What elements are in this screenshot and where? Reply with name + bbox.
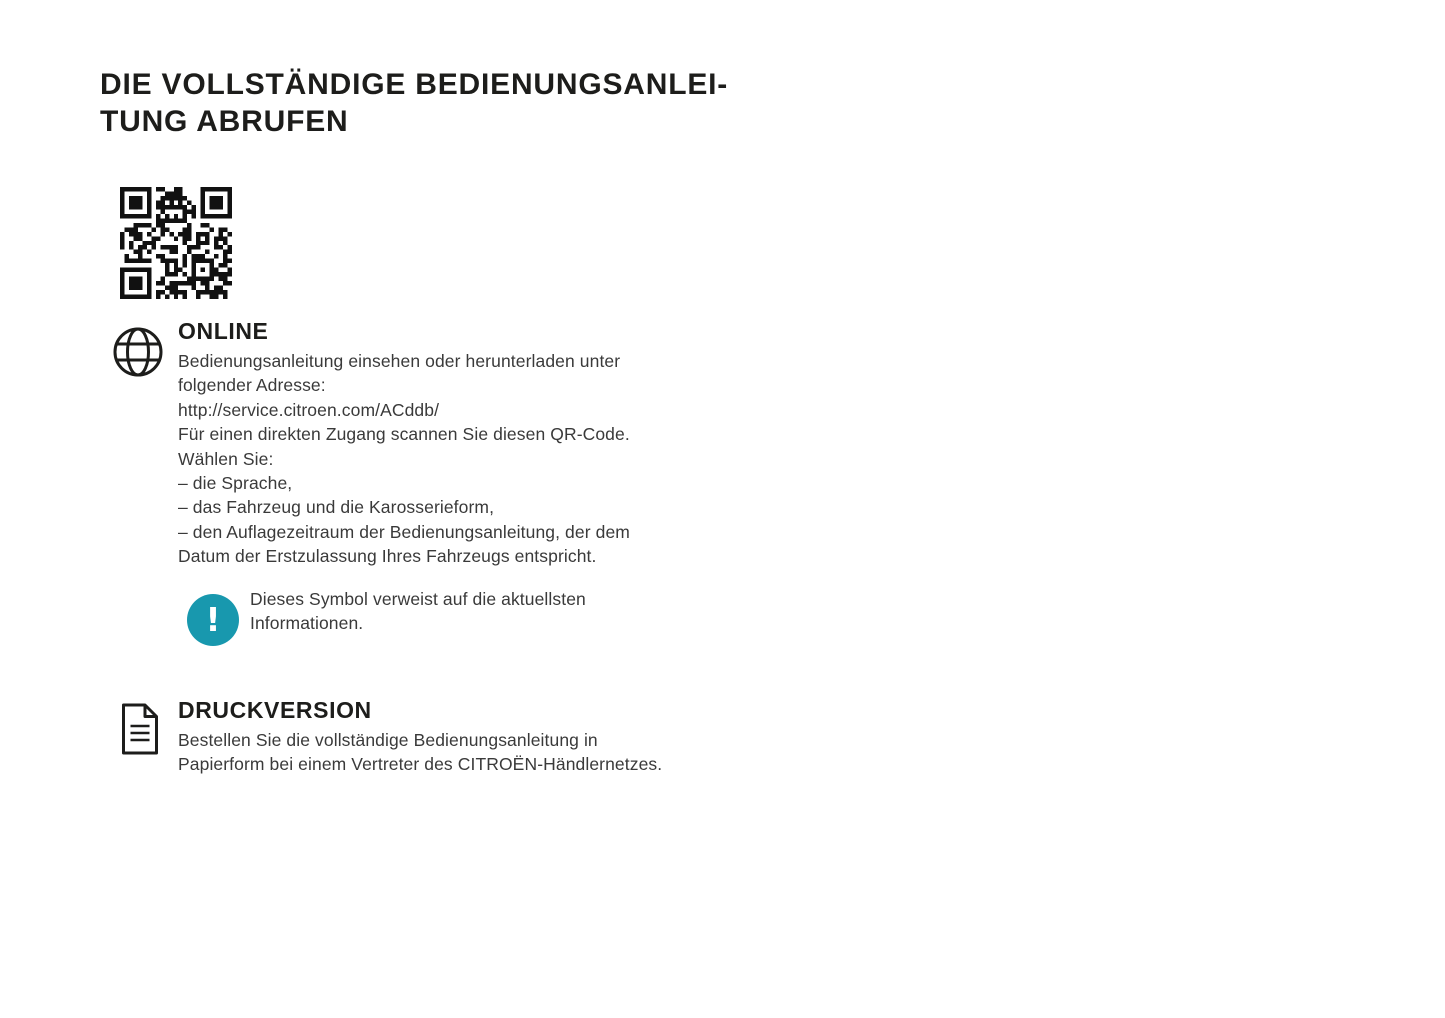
exclamation-glyph: ! (205, 599, 221, 639)
online-heading: ONLINE (178, 318, 269, 344)
body-line: Bedienungsanleitung einsehen oder herunterladen unter (178, 351, 621, 371)
manual-url: http://service.citroen.com/ACddb/ (178, 399, 440, 420)
page-title-line1: DIE VOLLSTÄNDIGE BEDIENUNGSANLEI- (100, 68, 729, 101)
page-title (100, 66, 728, 140)
body-line: Für einen direkten Zugang scannen Sie diesen QR-Code. (178, 424, 630, 445)
body-line: Datum der Erstzulassung Ihres Fahrzeugs entspricht. (178, 546, 597, 567)
body-line: folgender Adresse: (178, 375, 326, 396)
info-icon (187, 594, 239, 646)
body-line: Informationen. (250, 613, 364, 634)
print-heading: DRUCKVERSION (178, 697, 372, 723)
body-line: Papierform bei einem Vertreter des CITROËN-Händlernetzes. (178, 754, 663, 775)
qr-code (120, 187, 232, 299)
page-title-line2: TUNG ABRUFEN (100, 105, 349, 138)
body-line: Dieses Symbol verweist auf die aktuellsten (250, 589, 586, 609)
online-body (178, 349, 630, 569)
list-item: – den Auflagezeitraum der Bedienungsanleitung, der dem (178, 521, 630, 542)
body-line: Bestellen Sie die vollständige Bedienungsanleitung in (178, 730, 598, 750)
print-body (178, 728, 662, 777)
globe-icon (112, 326, 164, 378)
body-line: Wählen Sie: (178, 448, 274, 469)
document-icon (118, 703, 162, 755)
list-item: – das Fahrzeug und die Karosserieform, (178, 497, 495, 518)
info-note (250, 587, 586, 636)
list-item: – die Sprache, (178, 473, 293, 494)
